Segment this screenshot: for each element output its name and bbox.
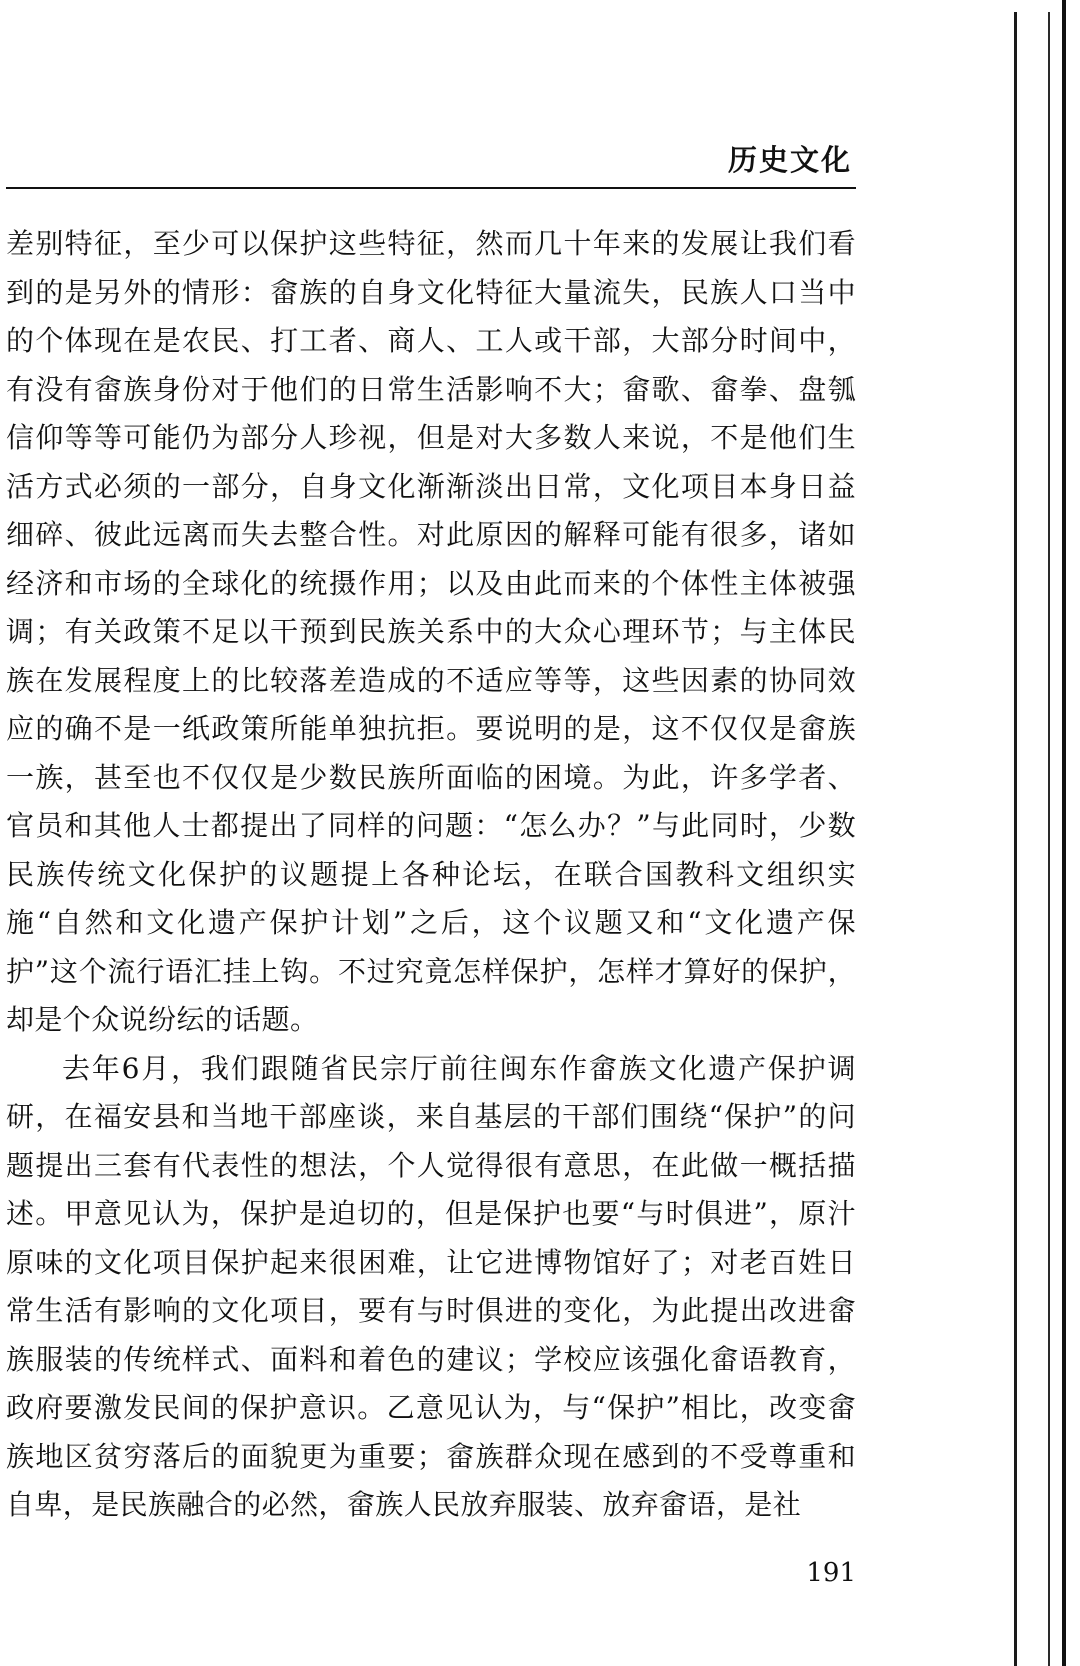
running-header-title: 历史文化 <box>727 143 852 177</box>
page-number: 191 <box>806 1558 856 1588</box>
body-text <box>6 220 856 1530</box>
header-divider-line <box>6 187 856 189</box>
scan-binding-inner-line <box>1048 12 1050 1666</box>
scan-binding-outer-line <box>1062 0 1066 1666</box>
paragraph-field-survey: 去年6月，我们跟随省民宗厅前往闽东作畲族文化遗产保护调研，在福安县和当地干部座谈，来自基层的干部们围绕“保护”的问题提出三套有代表性的想法，个人觉得很有意思，在此做一概括描述。甲意见认为，保护是迫切的，但是保护也要“与时俱进”，原汁原味的文化项目保护起来很困难，让它进博物馆好了；对老百姓日常生活有影响的文化项目，要有与时俱进的变化，为此提出改进畲族服装的传统样式、面料和着色的建议；学校应该强化畲语教育，政府要激发民间的保护意识。乙意见认为，与“保护”相比，改变畲族地区贫穷落后的面貌更为重要；畲族群众现在感到的不受尊重和自卑，是民族融合的必然，畲族人民放弃服装、放弃畲语，是社 <box>6 1051 856 1521</box>
scan-binding-edge-line <box>1014 12 1017 1666</box>
paragraph-continued: 差别特征，至少可以保护这些特征，然而几十年来的发展让我们看到的是另外的情形：畲族的自身文化特征大量流失，民族人口当中的个体现在是农民、打工者、商人、工人或干部，大部分时间中，有没有畲族身份对于他们的日常生活影响不大；畲歌、畲拳、盘瓠信仰等等可能仍为部分人珍视，但是对大多数人来说，不是他们生活方式必须的一部分，自身文化渐渐淡出日常，文化项目本身日益细碎、彼此远离而失去整合性。对此原因的解释可能有很多，诸如经济和市场的全球化的统摄作用；以及由此而来的个体性主体被强调；有关政策不足以干预到民族关系中的大众心理环节；与主体民族在发展程度上的比较落差造成的不适应等等，这些因素的协同效应的确不是一纸政策所能单独抗拒。要说明的是，这不仅仅是畲族一族，甚至也不仅仅是少数民族所面临的困境。为此，许多学者、官员和其他人士都提出了同样的问题：“怎么办？”与此同时，少数民族传统文化保护的议题提上各种论坛，在联合国教科文组织实施“自然和文化遗产保护计划”之后，这个议题又和“文化遗产保护”这个流行语汇挂上钩。不过究竟怎样保护，怎样才算好的保护，却是个众说纷纭的话题。 <box>6 227 856 1036</box>
